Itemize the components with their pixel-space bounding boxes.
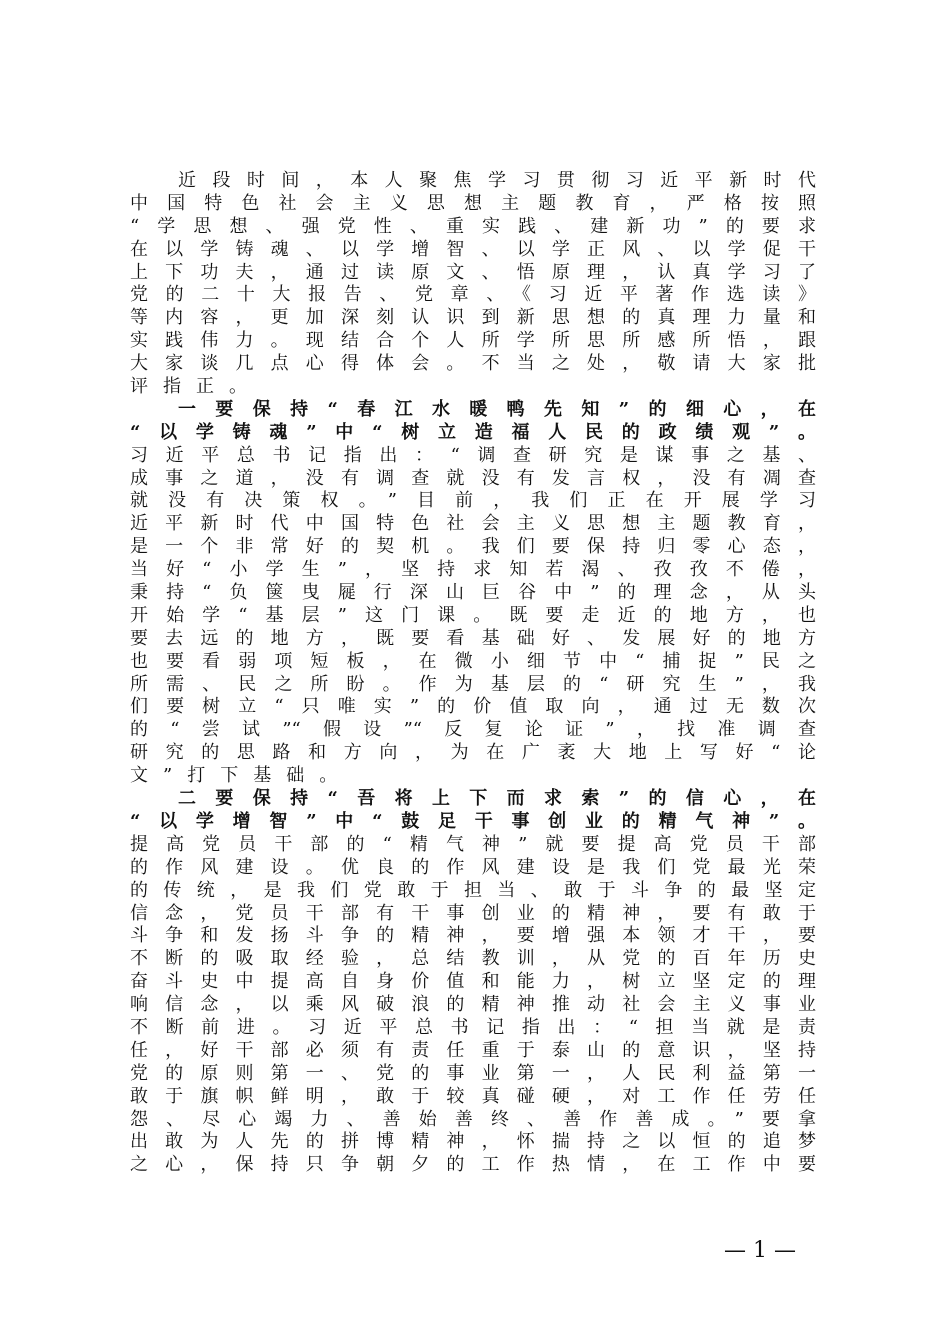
heading-line: “以学铸魂”中“树立造福人民的政绩观”。 [130,421,816,443]
text-line: 实践伟力。现结合个人所学所思所感所悟，跟 [130,330,816,352]
heading-line: 二要保持“吾将上下而求索”的信心，在 [178,788,816,810]
text-line: 怨、尽心竭力、善始善终、善作善成。”要拿 [130,1108,816,1130]
text-line: 成事之道，没有调查就没有发言权，没有凋查 [130,467,816,489]
text-line: 要去远的地方，既要看基础好、发展好的地方 [130,627,816,649]
text-line: 的“尝试”“假设”“反复论证”，找准调查 [130,719,816,741]
text-line: 大家谈几点心得体会。不当之处，敬请大家批 [130,353,816,375]
text-line: 提高党员干部的“精气神”就要提高党员干部 [130,833,816,855]
text-line: 也要看弱项短板，在微小细节中“捕捉”民之 [130,650,816,672]
text-line: 敢于旗帜鲜明，敢于较真碰硬，对工作任劳任 [130,1085,816,1107]
text-line: 不断的吸取经验，总结教训，从党的百年历史 [130,948,816,970]
text-line: 奋斗史中提高自身价值和能力，树立坚定的理 [130,971,816,993]
body-paragraph [130,834,816,1177]
text-line: 任，好干部必须有责任重于泰山的意识，坚持 [130,1039,816,1061]
section-heading [130,788,816,834]
text-line: 开始学“基层”这门课。既要走近的地方，也 [130,604,816,626]
section-heading [130,399,816,445]
text-line: 习近平总书记指出：“调查研究是谋事之基、 [130,444,816,466]
text-line: 等内容，更加深刻认识到新思想的真理力量和 [130,307,816,329]
text-line: 就没有决策权。”目前，我们正在开展学习 [130,490,816,512]
text-line: 近平新时代中国特色社会主义思想主题教育， [130,513,816,535]
text-line: 的传统，是我们党敢于担当、敢于斗争的最坚定 [130,879,816,901]
text-line: 近段时间，本人聚焦学习贯彻习近平新时代 [178,170,816,191]
text-line: 党的原则第一、党的事业第一，人民利益第一 [130,1062,816,1084]
text-line: 上下功夫，通过读原文、悟原理，认真学习了 [130,261,816,283]
text-line: 中国特色社会主义思想主题教育，严格按照 [130,192,816,214]
text-line: 之心，保持只争朝夕的工作热情，在工作中要 [130,1154,816,1176]
text-line: 信念，党员干部有干事创业的精神，要有敢于 [130,902,816,924]
text-line: 响信念，以乘风破浪的精神推动社会主义事业 [130,994,816,1016]
text-line: 是一个非常好的契机。我们要保持归零心态， [130,536,816,558]
text-line: 当好“小学生”，坚持求知若渴、孜孜不倦， [130,559,816,581]
heading-line: “以学增智”中“鼓足干事创业的精气神”。 [130,810,816,832]
text-line: 研究的思路和方向，为在广袤大地上写好“论 [130,742,816,764]
body-paragraph [130,170,816,399]
text-line: 斗争和发扬斗争的精神，要增强本领才干，要 [130,925,816,947]
text-line: 的作风建设。优良的作风建设是我们党最光荣 [130,856,816,878]
text-line: 们要树立“只唯实”的价值取向，通过无数次 [130,696,816,718]
text-line: 在以学铸魂、以学增智、以学正风、以学促干 [130,238,816,260]
text-line: 出敢为人先的拼博精神，怀揣持之以恒的追梦 [130,1131,816,1153]
body-paragraph [130,445,816,788]
heading-line: 一要保持“春江水暖鸭先知”的细心，在 [178,398,816,420]
text-line: 党的二十大报告、党章、《习近平著作选读》 [130,284,816,306]
text-line: “学思想、强党性、重实践、建新功”的要求 [130,215,816,237]
text-line: 不断前进。习近平总书记指出：“担当就是责 [130,1016,816,1038]
text-line: 所需、民之所盼。作为基层的“研究生”，我 [130,673,816,695]
text-line: 秉持“负箧曳屣行深山巨谷中”的理念，从头 [130,582,816,604]
text-line: 评指正。 [130,376,262,398]
text-line: 文”打下基础。 [130,765,353,787]
document-body [130,170,816,1177]
page-number: — 1 — [724,1238,796,1263]
